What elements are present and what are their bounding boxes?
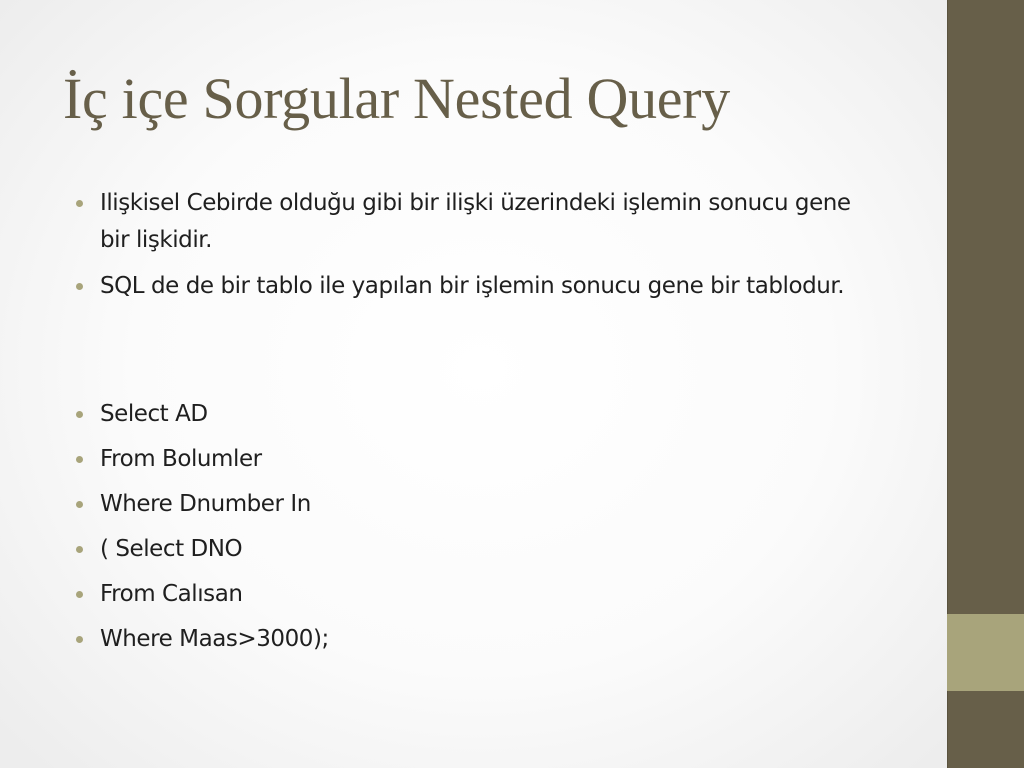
bullet-text: ( Select DNO: [100, 536, 243, 562]
bullet-dot-icon: [76, 636, 83, 643]
bullet-text: Where Dnumber In: [100, 491, 311, 517]
bullet-dot-icon: [76, 501, 83, 508]
bullet-dot-icon: [76, 546, 83, 553]
bullet-dot-icon: [76, 591, 83, 598]
bullet-text: Select AD: [100, 401, 208, 427]
bullet-item: [100, 621, 860, 658]
bullet-item: [100, 531, 860, 568]
bullet-dot-icon: [76, 411, 83, 418]
sidebar-accent-block: [947, 614, 1024, 691]
slide-title: İç içe Sorgular Nested Query: [63, 66, 730, 131]
sidebar-decoration: [947, 0, 1024, 768]
bullet-item: [100, 396, 860, 433]
bullet-text: Where Maas>3000);: [100, 626, 329, 652]
bullet-item: [100, 576, 860, 613]
bullet-text: Ilişkisel Cebirde olduğu gibi bir ilişki üzerindeki işlemin sonucu gene bir lişkidir.: [100, 190, 851, 253]
bullet-dot-icon: [76, 456, 83, 463]
bullet-item: [100, 185, 860, 259]
bullet-text: From Calısan: [100, 581, 243, 607]
bullet-item: [100, 441, 860, 478]
bullet-dot-icon: [76, 200, 83, 207]
bullet-item: [100, 268, 860, 305]
bullet-dot-icon: [76, 283, 83, 290]
bullet-item: [100, 486, 860, 523]
bullet-text: SQL de de bir tablo ile yapılan bir işlemin sonucu gene bir tablodur.: [100, 273, 845, 299]
bullet-text: From Bolumler: [100, 446, 262, 472]
